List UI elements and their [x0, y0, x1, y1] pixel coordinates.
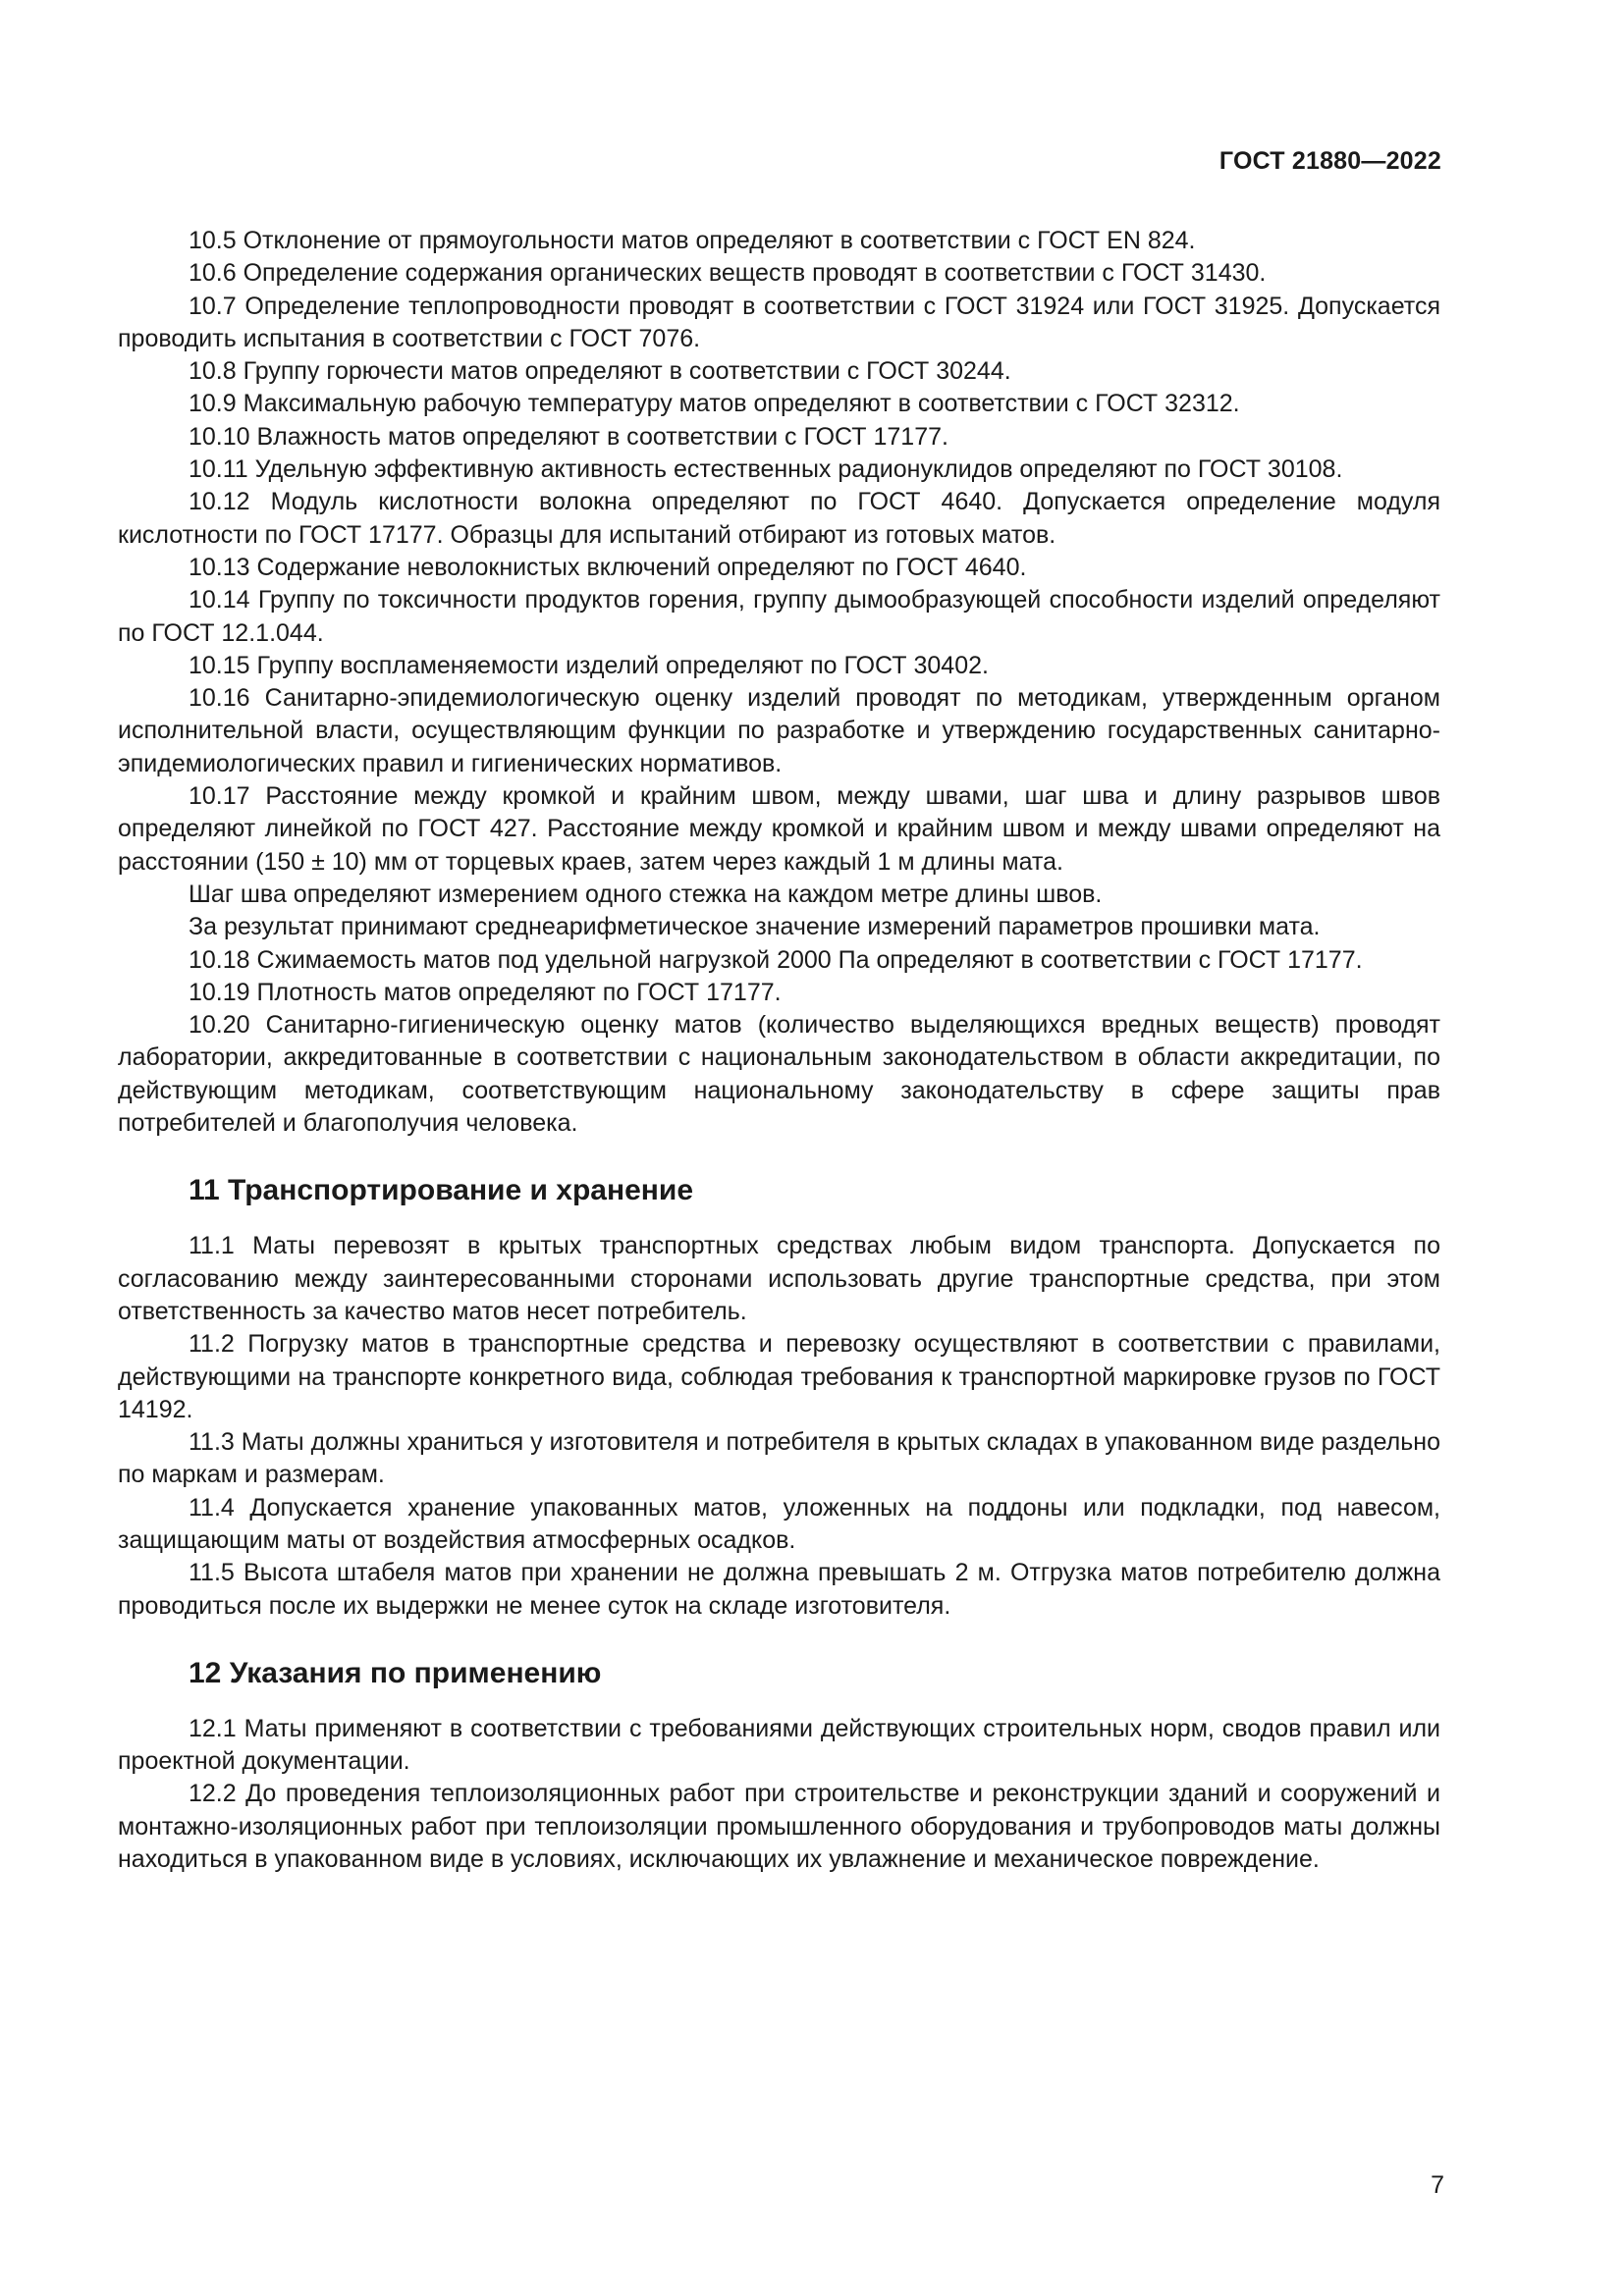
clause-10-20: 10.20 Санитарно-гигиеническую оценку матов (количество выделяющихся вредных веществ) проводят лаборатории, аккредитованные в соответствии с национальным законодательством в области аккредитации, по действующим методикам, соответствующим национальному законодательству в сфере защиты прав потребителей и благополучия человека.	[118, 1011, 1440, 1138]
clause-10-5: 10.5 Отклонение от прямоугольности матов определяют в соответствии с ГОСТ EN 824.	[189, 227, 1196, 254]
clause-10-9: 10.9 Максимальную рабочую температуру матов определяют в соответствии с ГОСТ 32312.	[189, 390, 1240, 418]
section-12-clauses	[118, 1713, 1440, 1876]
clause-10-17: 10.17 Расстояние между кромкой и крайним швом, между швами, шаг шва и длину разрывов швов определяют линейкой по ГОСТ 427. Расстояние между кромкой и крайним швом и между швами определяют на расстоянии (150 ± 10) мм от торцевых краев, затем через каждый 1 м длины мата.	[118, 782, 1440, 876]
clause-10-15: 10.15 Группу воспламеняемости изделий определяют по ГОСТ 30402.	[189, 651, 989, 679]
section-11-heading: 11 Транспортирование и хранение	[189, 1174, 694, 1207]
clause-11-2: 11.2 Погрузку матов в транспортные средства и перевозку осуществляют в соответствии с правилами, действующими на транспорте конкретного вида, соблюдая требования к транспортной маркировке грузов по ГОСТ 14192.	[118, 1330, 1440, 1423]
clause-11-3: 11.3 Маты должны храниться у изготовителя и потребителя в крытых складах в упакованном виде раздельно по маркам и размерам.	[118, 1428, 1440, 1489]
clause-10-18: 10.18 Сжимаемость матов под удельной нагрузкой 2000 Па определяют в соответствии с ГОСТ 17177.	[189, 945, 1363, 974]
clause-11-1: 11.1 Маты перевозят в крытых транспортных средствах любым видом транспорта. Допускается по согласованию между заинтересованными сторонами использовать другие транспортные средства, при этом ответственность за качество матов несет потребитель.	[118, 1232, 1440, 1325]
section-11-clauses	[118, 1230, 1440, 1623]
clause-10-8: 10.8 Группу горючести матов определяют в соответствии с ГОСТ 30244.	[189, 357, 1011, 386]
clause-10-12: 10.12 Модуль кислотности волокна определяют по ГОСТ 4640. Допускается определение модуля кислотности по ГОСТ 17177. Образцы для испытаний отбирают из готовых матов.	[118, 488, 1440, 549]
clause-10-14: 10.14 Группу по токсичности продуктов горения, группу дымообразующей способности изделий определяют по ГОСТ 12.1.044.	[118, 586, 1440, 647]
page-number: 7	[1431, 2171, 1444, 2199]
section-12-heading: 12 Указания по применению	[189, 1656, 602, 1689]
clause-12-1: 12.1 Маты применяют в соответствии с требованиями действующих строительных норм, сводов правил или проектной документации.	[118, 1714, 1440, 1776]
clause-10-11: 10.11 Удельную эффективную активность естественных радионуклидов определяют по ГОСТ 30108.	[189, 455, 1343, 484]
clause-10-7: 10.7 Определение теплопроводности проводят в соответствии с ГОСТ 31924 или ГОСТ 31925. Допускается проводить испытания в соответствии с ГОСТ 7076.	[118, 292, 1440, 352]
clause-10-13: 10.13 Содержание неволокнистых включений определяют по ГОСТ 4640.	[189, 553, 1027, 581]
document-code: ГОСТ 21880—2022	[1218, 147, 1441, 175]
clause-10-10: 10.10 Влажность матов определяют в соответствии с ГОСТ 17177.	[189, 422, 948, 451]
section-10-clauses	[118, 225, 1440, 1140]
clause-10-16: 10.16 Санитарно-эпидемиологическую оценку изделий проводят по методикам, утвержденным органом исполнительной власти, осуществляющим функции по разработке и утверждению государственных санитарно-эпидемиологических правил и гигиенических нормативов.	[118, 684, 1440, 777]
clause-11-4: 11.4 Допускается хранение упакованных матов, уложенных на поддоны или подкладки, под навесом, защищающим маты от воздействия атмосферных осадков.	[118, 1493, 1440, 1554]
clause-10-6: 10.6 Определение содержания органических веществ проводят в соответствии с ГОСТ 31430.	[189, 259, 1267, 288]
clause-12-2: 12.2 До проведения теплоизоляционных работ при строительстве и реконструкции зданий и сооружений и монтажно-изоляционных работ при теплоизоляции промышленного оборудования и трубопроводов маты должны находиться в упакованном виде в условиях, исключающих их увлажнение и механическое повреждение.	[118, 1780, 1440, 1874]
page-body	[118, 225, 1440, 1876]
clause-10-17-result: За результат принимают среднеарифметическое значение измерений параметров прошивки мата.	[189, 913, 1321, 941]
clause-10-19: 10.19 Плотность матов определяют по ГОСТ 17177.	[189, 978, 782, 1006]
clause-11-5: 11.5 Высота штабеля матов при хранении не должна превышать 2 м. Отгрузка матов потребителю должна проводиться после их выдержки не менее суток на складе изготовителя.	[118, 1559, 1440, 1620]
clause-10-17-stitch: Шаг шва определяют измерением одного стежка на каждом метре длины швов.	[189, 880, 1103, 908]
